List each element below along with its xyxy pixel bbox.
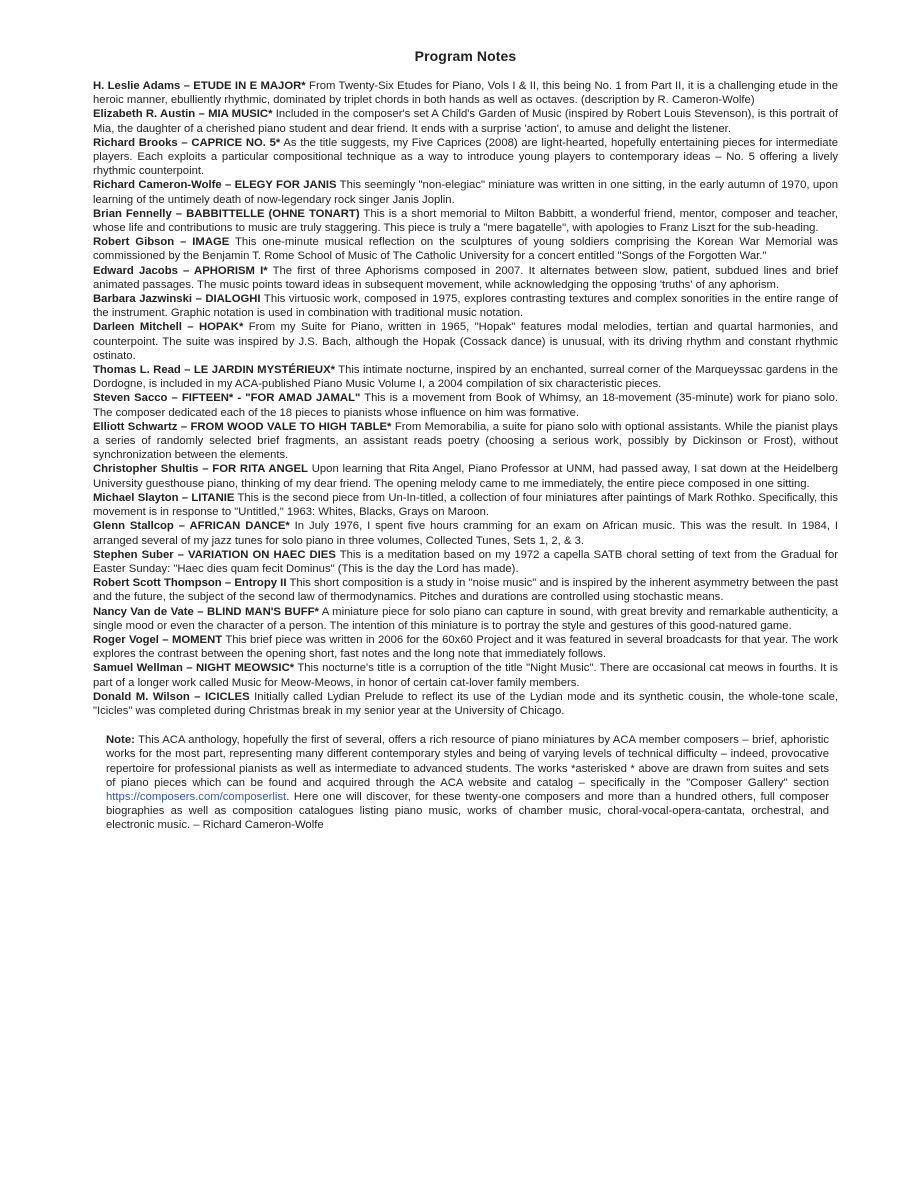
- entry-body: This is the second piece from Un-In-titled, a collection of four miniatures after paintings of Mark Rothko. Specifically, this movement is in response to "Untitled," 1963: Whites, Blacks, Grays on Maroon.: [93, 491, 839, 519]
- entry-heading: Elliott Schwartz – FROM WOOD VALE TO HIGH TABLE*: [93, 420, 392, 433]
- entry-heading: Samuel Wellman – NIGHT MEOWSIC*: [93, 662, 295, 675]
- entry-heading: Thomas L. Read – LE JARDIN MYSTÉRIEUX*: [93, 364, 336, 377]
- entry-heading: Nancy Van de Vate – BLIND MAN'S BUFF*: [93, 605, 319, 618]
- note-text: This ACA anthology, hopefully the first of several, offers a rich resource of piano miniatures by ACA member composers – brief, aphoristic works for the most part, representing many different contemporary styles and being of varying levels of technical difficulty – indeed, provocative repertoire for professional pianists as well as intermediate to advanced students. The works *asterisked * above are drawn from suites and sets of piano pieces which can be found and acquired through the ACA website and catalog – specifically in the "Composer Gallery" section: [106, 734, 829, 789]
- program-note-entry: [93, 548, 838, 576]
- program-note-entry: [93, 462, 838, 490]
- entry-heading: Robert Gibson – IMAGE: [93, 236, 230, 249]
- program-note-entry: [93, 207, 838, 235]
- entry-heading: Glenn Stallcop – AFRICAN DANCE*: [93, 520, 290, 533]
- entry-heading: H. Leslie Adams – ETUDE IN E MAJOR*: [93, 80, 306, 92]
- program-note-entry: [93, 391, 838, 419]
- entry-body: This short composition is a study in "noise music" and is inspired by the inherent asymmetry between the past and the future, the subject of the second law of thermodynamics. Pitches and durations are controlled using stochastic means.: [93, 577, 838, 604]
- entry-body: This brief piece was written in 2006 for the 60x60 Project and it was featured in several broadcasts for that year. The work explores the contrast between the opening short, fast notes and the long note that immediately follows.: [93, 633, 838, 661]
- entry-body: As the title suggests, my Five Caprices (2008) are light-hearted, hopefully entertaining pieces for intermediate players. Each exploits a particular compositional technique as a way to introduce young players to contemporary ideas – No. 5 offering a lively rhythmic counterpoint.: [93, 136, 839, 178]
- program-note-entry: [93, 605, 838, 633]
- entry-body: Initially called Lydian Prelude to reflect its use of the Lydian mode and its synthetic cousin, the whole-tone scale, "Icicles" was completed during Christmas break in my senior year at the University of Chicago.: [93, 690, 838, 717]
- entry-body: From Memorabilia, a suite for piano solo with optional assistants. While the pianist plays a series of randomly selected brief fragments, an assistant reads poetry (choosing a serious work, possibly by Dickinson or Frost), without synchronization between the elements.: [93, 420, 838, 462]
- page-title: Program Notes: [414, 48, 517, 64]
- program-note-entry: [93, 690, 838, 718]
- entry-heading: Roger Vogel – MOMENT: [93, 633, 223, 646]
- program-notes-page: [93, 48, 838, 833]
- program-note-entry: [93, 661, 838, 689]
- program-note-entry: [93, 136, 838, 179]
- program-note-entry: [93, 107, 838, 135]
- entry-body: From Twenty-Six Etudes for Piano, Vols I & II, this being No. 1 from Part II, it is a challenging etude in the heroic manner, ebulliently rhythmic, dominated by triplet chords in both hands as well as octaves. (description by R. Cameron-Wolfe): [93, 80, 838, 107]
- entry-heading: Steven Sacco – FIFTEEN* - "FOR AMAD JAMAL": [93, 392, 361, 405]
- entry-body: From my Suite for Piano, written in 1965, "Hopak" features modal melodies, tertian and quartal harmonies, and counterpoint. The suite was inspired by J.S. Bach, although the Hopak (Cossack dance) is unusual, with its driving rhythm and constant rhythmic ostinato.: [93, 321, 838, 362]
- entry-heading: Michael Slayton – LITANIE: [93, 491, 235, 504]
- note-text-end: . Here one will discover, for these twenty-one composers and more than a hundred others, full composer biographies as well as composition catalogues listing piano music, works of chamber music, choral-vocal-opera-cantata, orchestral, and electronic music. – Richard Cameron-Wolfe: [106, 790, 829, 832]
- entry-body: Upon learning that Rita Angel, Piano Professor at UNM, had passed away, I sat down at the Heidelberg University guesthouse piano, thinking of my dear friend. The opening melody came to me immediately, the entire piece composed in one sitting.: [93, 463, 839, 490]
- program-note-entry: [93, 519, 838, 547]
- program-note-entry: [93, 420, 838, 463]
- program-note-entry: [93, 292, 838, 320]
- entry-body: This is a meditation based on my 1972 a capella SATB choral setting of text from the Gradual for Easter Sunday: "Haec dies quam fecit Dominus" (This is the day the Lord has made).: [93, 548, 838, 575]
- entry-heading: Donald M. Wilson – ICICLES: [93, 690, 250, 703]
- entry-heading: Brian Fennelly – BABBITTELLE (OHNE TONART): [93, 207, 360, 220]
- note-label: Note:: [106, 734, 135, 747]
- entry-heading: Edward Jacobs – APHORISM I*: [93, 264, 268, 277]
- entry-heading: Elizabeth R. Austin – MIA MUSIC*: [93, 108, 273, 121]
- entry-body: This is a movement from Book of Whimsy, an 18-movement (35-minute) work for piano solo. The composer dedicated each of the 18 pieces to pianists whose influence on him was formative.: [93, 392, 838, 419]
- program-note-entry: [93, 491, 838, 519]
- entry-heading: Richard Brooks – CAPRICE NO. 5*: [93, 136, 281, 149]
- program-note-entry: [93, 363, 838, 391]
- entry-body: A miniature piece for solo piano can capture in sound, with great brevity and remarkable authenticity, a single mood or even the character of a person. The intention of this miniature is to portray the style and gestures of this good-natured game.: [93, 605, 838, 632]
- entry-body: Included in the composer's set A Child's Garden of Music (inspired by Robert Louis Stevenson), is this portrait of Mia, the daughter of a cherished piano student and dear friend. It ends with a surprise 'action', to amuse and delight the listener.: [93, 108, 839, 135]
- entry-body: This one-minute musical reflection on the sculptures of young soldiers comprising the Korean War Memorial was commissioned by the Benjamin T. Rome School of Music of The Catholic University for a concert entitled "Songs of the Forgotten War.": [93, 236, 838, 263]
- program-note-entry: [93, 264, 838, 292]
- entry-body: The first of three Aphorisms composed in 2007. It alternates between slow, patient, subdued lines and brief animated passages. The music points toward ideas in subsequent movement, while acknowledging the opposing 'truths' of any aphorism.: [93, 264, 838, 291]
- entry-heading: Stephen Suber – VARIATION ON HAEC DIES: [93, 548, 336, 561]
- anthology-note: [106, 733, 829, 832]
- entry-body: This is a short memorial to Milton Babbitt, a wonderful friend, mentor, composer and teacher, whose life and contributions to music are truly staggering. This piece is truly a "mere bagatelle", with apologies to Franz Liszt for the sub-heading.: [93, 207, 838, 235]
- program-note-entry: [93, 320, 838, 363]
- program-note-entry: [93, 235, 838, 263]
- entry-body: This virtuosic work, composed in 1975, explores contrasting textures and complex sonorities in the entire range of the instrument. Graphic notation is used in combination with traditional music notation.: [93, 293, 838, 320]
- entry-heading: Christopher Shultis – FOR RITA ANGEL: [93, 463, 308, 476]
- entry-heading: Barbara Jazwinski – DIALOGHI: [93, 293, 261, 306]
- entry-body: In July 1976, I spent five hours cramming for an exam on African music. This was the result. In 1984, I arranged several of my jazz tunes for solo piano in three volumes, Collected Tunes, Sets 1, 2, & 3.: [93, 520, 838, 547]
- program-note-entry: [93, 633, 838, 661]
- composer-gallery-link[interactable]: https://composers.com/composerlist: [106, 790, 287, 803]
- program-note-entry: [93, 79, 838, 107]
- entry-body: This seemingly "non-elegiac" miniature was written in one sitting, in the early autumn of 1970, upon learning of the untimely death of now-legendary rock singer Janis Joplin.: [93, 179, 839, 206]
- program-note-entry: [93, 576, 838, 604]
- entry-heading: Darleen Mitchell – HOPAK*: [93, 321, 244, 334]
- entry-body: This intimate nocturne, inspired by an enchanted, surreal corner of the Marqueyssac gardens in the Dordogne, is included in my ACA-published Piano Music Volume I, a 2004 compilation of six characteristic pieces.: [93, 364, 838, 391]
- entry-heading: Richard Cameron-Wolfe – ELEGY FOR JANIS: [93, 179, 337, 192]
- entries-list: [93, 79, 838, 718]
- program-note-entry: [93, 178, 838, 206]
- entry-body: This nocturne's title is a corruption of the title "Night Music". There are occasional cat meows in fourths. It is part of a longer work called Music for Meow-Meows, in honor of certain cat-lover family members.: [93, 662, 838, 689]
- entry-heading: Robert Scott Thompson – Entropy II: [93, 577, 287, 590]
